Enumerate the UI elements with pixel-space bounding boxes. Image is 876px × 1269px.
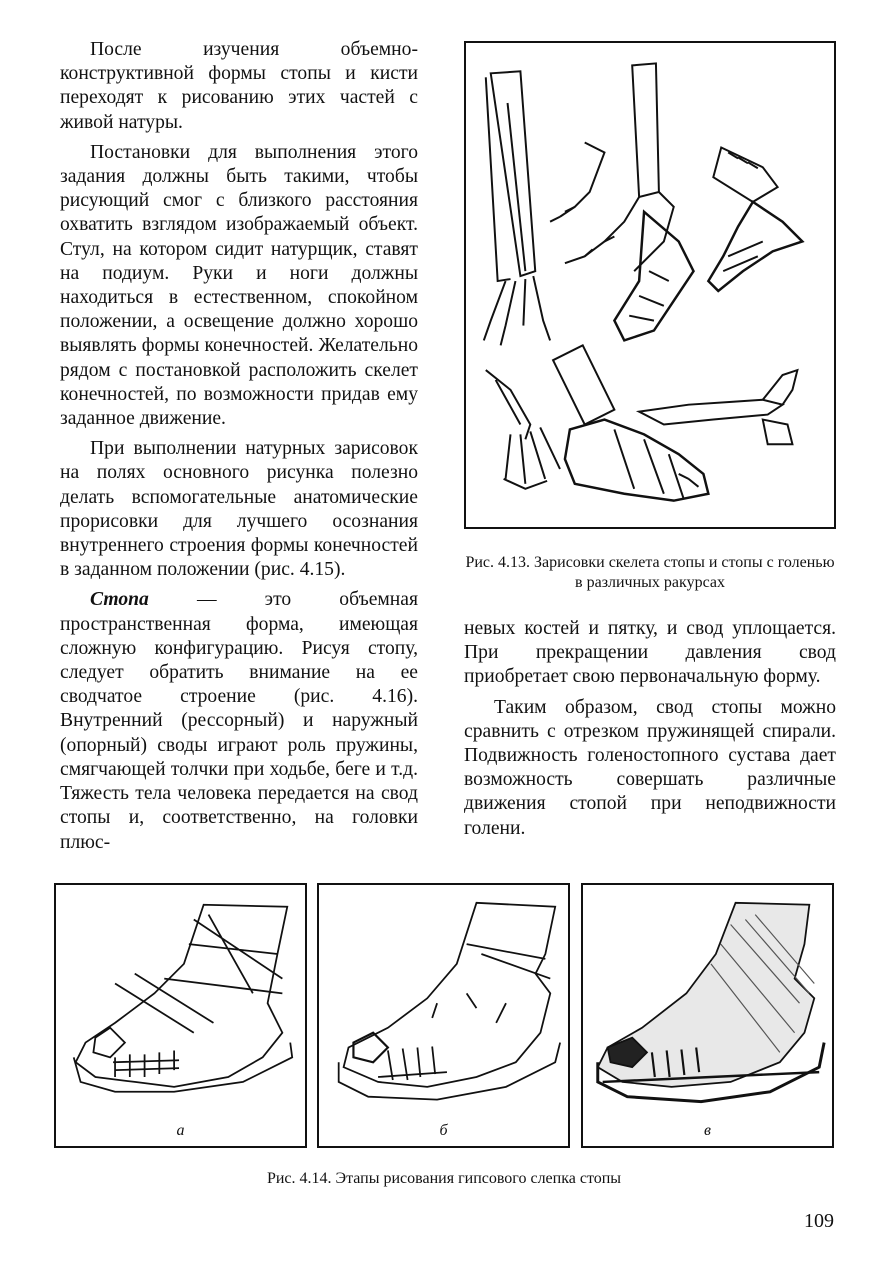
plaster-foot-sketch-c bbox=[583, 885, 832, 1146]
figure-4-13-skeleton-sketches bbox=[464, 41, 836, 529]
paragraph: Таким образом, свод стопы можно сравнить с отрезком пружинящей спирали. Подвижность голеностопного сустава дает возможность совершать различные движения стопой при неподвижности голени. bbox=[464, 696, 836, 839]
sub-label-c: в bbox=[704, 1122, 711, 1139]
term-stopa: Стопа bbox=[90, 589, 149, 611]
left-text-column bbox=[60, 38, 418, 855]
paragraph: невых костей и пятку, и свод уплощается. При прекращении давления свод приобретает свою первоначальную форму. bbox=[464, 618, 836, 688]
plaster-foot-sketch-a bbox=[56, 885, 305, 1146]
plaster-foot-sketch-b bbox=[319, 885, 568, 1146]
figure-4-14-caption: Рис. 4.14. Этапы рисования гипсового слепка стопы bbox=[266, 1170, 622, 1187]
paragraph-text: — это объемная пространственная форма, имеющая сложную конфигурацию. Рисуя стопу, следует обратить внимание на ее сводчатое строение (рис. 4.16). Внутренний (рессорный) и наружный (опорный) своды играют роль пружины, смягчающей толчки при ходьбе, беге и т.д. Тяжесть тела человека передается на свод стопы и, соответственно, на головки плюс- bbox=[60, 589, 418, 853]
foot-skeleton-illustration bbox=[466, 43, 834, 527]
paragraph: Постановки для выполнения этого задания должны быть такими, чтобы рисующий смог с близкого расстояния охватить взглядом изображаемый объект. Стул, на котором сидит натурщик, ставят на подиум. Руки и ноги должны находиться в естественном, спокойном положении, а освещение должно хорошо выявлять формы конечностей. Желательно рядом с постановкой расположить скелет конечностей, по возможности придав ему заданное движение. bbox=[60, 141, 418, 430]
figure-4-13-caption: Рис. 4.13. Зарисовки скелета стопы и стопы с голенью в различных ракурсах bbox=[465, 554, 835, 591]
figure-4-14-stage-b bbox=[317, 883, 570, 1148]
paragraph bbox=[60, 588, 418, 854]
figure-4-14-stage-a bbox=[54, 883, 307, 1148]
sub-label-a: а bbox=[176, 1122, 185, 1139]
page-number: 109 bbox=[804, 1210, 834, 1232]
sub-label-b: б bbox=[439, 1122, 448, 1139]
right-text-column bbox=[464, 617, 836, 841]
paragraph: После изучения объемно-конструктивной формы стопы и кисти переходят к рисованию этих частей с живой натуры. bbox=[60, 39, 418, 133]
paragraph: При выполнении натурных зарисовок на полях основного рисунка полезно делать вспомогательные анатомические прорисовки для лучшего осознания внутреннего строения формы конечностей в заданном положении (рис. 4.15). bbox=[60, 438, 418, 581]
figure-4-14-stage-c bbox=[581, 883, 834, 1148]
